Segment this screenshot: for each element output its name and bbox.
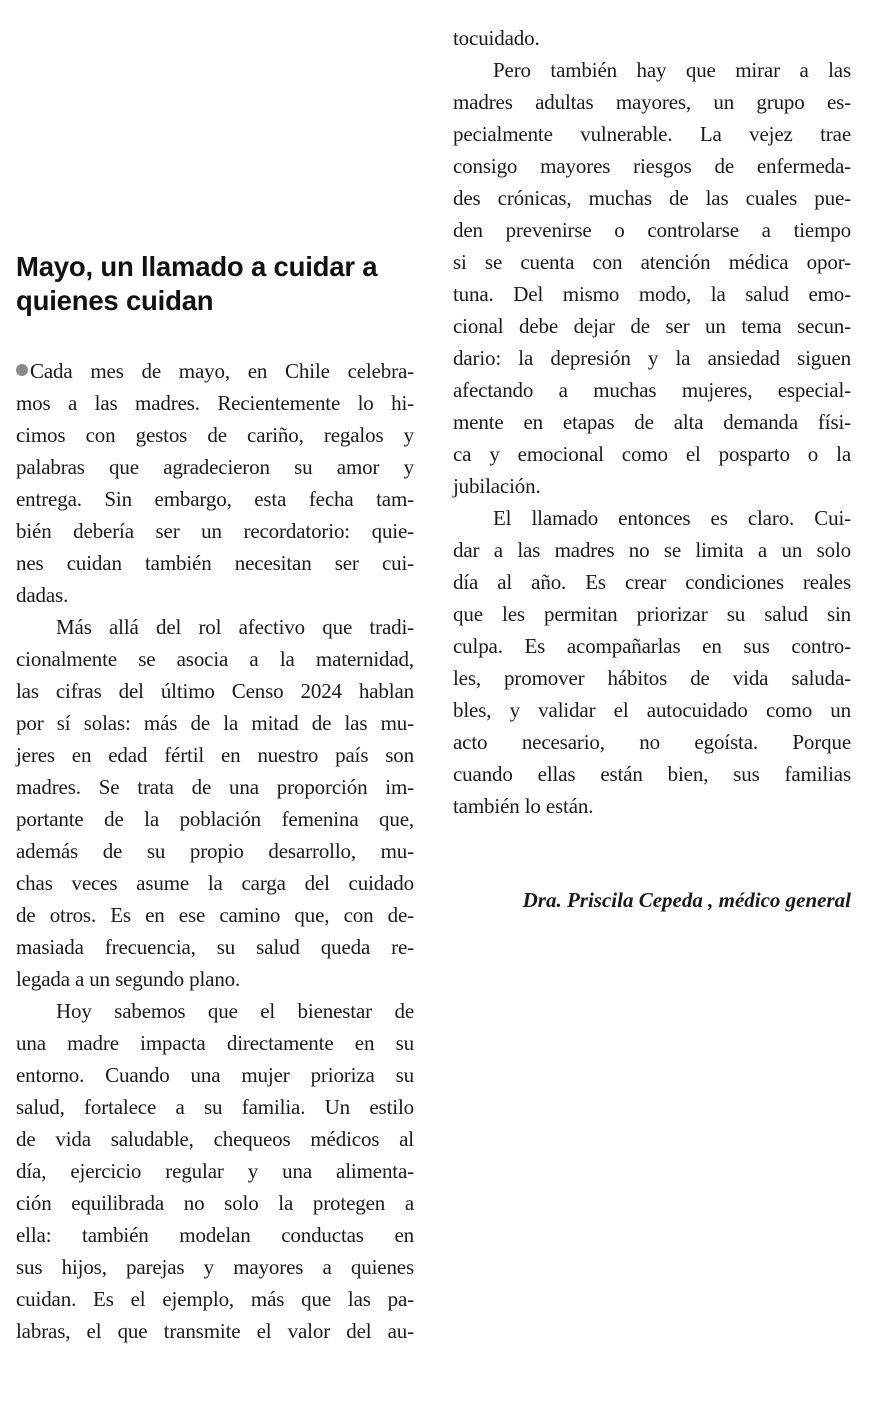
body-line: consigo mayores riesgos de enfermeda- [453, 154, 851, 178]
body-line: por sí solas: más de la mitad de las mu- [16, 711, 414, 735]
body-line: cimos con gestos de cariño, regalos y [16, 423, 414, 447]
body-line: dadas. [16, 583, 69, 607]
body-line: Pero también hay que mirar a las [493, 58, 851, 82]
body-line: des crónicas, muchas de las cuales pue- [453, 186, 851, 210]
body-line: jeres en edad fértil en nuestro país son [16, 743, 414, 767]
body-line: de otros. Es en ese camino que, con de- [16, 903, 414, 927]
body-line: día al año. Es crear condiciones reales [453, 570, 851, 594]
body-line: jubilación. [453, 474, 541, 498]
body-line: bles, y validar el autocuidado como un [453, 698, 851, 722]
body-line: chas veces asume la carga del cuidado [16, 871, 414, 895]
body-line: sus hijos, parejas y mayores a quienes [16, 1255, 414, 1279]
article-body-right-column [453, 22, 851, 822]
body-line: labras, el que transmite el valor del au- [16, 1319, 414, 1343]
body-line: den prevenirse o controlarse a tiempo [453, 218, 851, 242]
body-line: ción equilibrada no solo la protegen a [16, 1191, 414, 1215]
body-line: las cifras del último Censo 2024 hablan [16, 679, 414, 703]
body-line: que les permitan priorizar su salud sin [453, 602, 851, 626]
body-line: bién debería ser un recordatorio: quie- [16, 519, 414, 543]
body-line: tocuidado. [453, 26, 540, 50]
body-line: mos a las madres. Recientemente lo hi- [16, 391, 414, 415]
body-line: cionalmente se asocia a la maternidad, [16, 647, 414, 671]
body-line: El llamado entonces es claro. Cui- [493, 506, 851, 530]
body-line: pecialmente vulnerable. La vejez trae [453, 122, 851, 146]
body-line: entrega. Sin embargo, esta fecha tam- [16, 487, 414, 511]
body-line: tuna. Del mismo modo, la salud emo- [453, 282, 851, 306]
body-line: además de su propio desarrollo, mu- [16, 839, 414, 863]
body-line: masiada frecuencia, su salud queda re- [16, 935, 414, 959]
body-line: Hoy sabemos que el bienestar de [56, 999, 414, 1023]
article-body-left-column [16, 355, 414, 1347]
body-line: Más allá del rol afectivo que tradi- [56, 615, 414, 639]
body-line: día, ejercicio regular y una alimenta- [16, 1159, 414, 1183]
body-line: si se cuenta con atención médica opor- [453, 250, 851, 274]
body-line: Cada mes de mayo, en Chile celebra- [16, 355, 414, 387]
body-line: madres adultas mayores, un grupo es- [453, 90, 851, 114]
headline-line: Mayo, un llamado a cuidar a [16, 251, 378, 282]
body-line: una madre impacta directamente en su [16, 1031, 414, 1055]
body-line: mente en etapas de alta demanda físi- [453, 410, 851, 434]
bullet-icon [16, 364, 28, 376]
article-headline [16, 250, 426, 318]
body-line: madres. Se trata de una proporción im- [16, 775, 414, 799]
body-line: acto necesario, no egoísta. Porque [453, 730, 851, 754]
body-line: ca y emocional como el posparto o la [453, 442, 851, 466]
body-line: cuidan. Es el ejemplo, más que las pa- [16, 1287, 414, 1311]
body-line: portante de la población femenina que, [16, 807, 414, 831]
body-line: afectando a muchas mujeres, especial- [453, 378, 851, 402]
body-line: nes cuidan también necesitan ser cui- [16, 551, 414, 575]
body-line: palabras que agradecieron su amor y [16, 455, 414, 479]
body-line: cional debe dejar de ser un tema secun- [453, 314, 851, 338]
body-line: de vida saludable, chequeos médicos al [16, 1127, 414, 1151]
body-line: culpa. Es acompañarlas en sus contro- [453, 634, 851, 658]
body-line: dario: la depresión y la ansiedad siguen [453, 346, 851, 370]
body-line: ella: también modelan conductas en [16, 1223, 414, 1247]
headline-line: quienes cuidan [16, 285, 214, 316]
body-line: les, promover hábitos de vida saluda- [453, 666, 851, 690]
body-line: salud, fortalece a su familia. Un estilo [16, 1095, 414, 1119]
body-line: también lo están. [453, 794, 594, 818]
author-signature: Dra. Priscila Cepeda , médico general [522, 888, 851, 912]
body-line: legada a un segundo plano. [16, 967, 241, 991]
body-line: entorno. Cuando una mujer prioriza su [16, 1063, 414, 1087]
body-line: dar a las madres no se limita a un solo [453, 538, 851, 562]
body-line: cuando ellas están bien, sus familias [453, 762, 851, 786]
